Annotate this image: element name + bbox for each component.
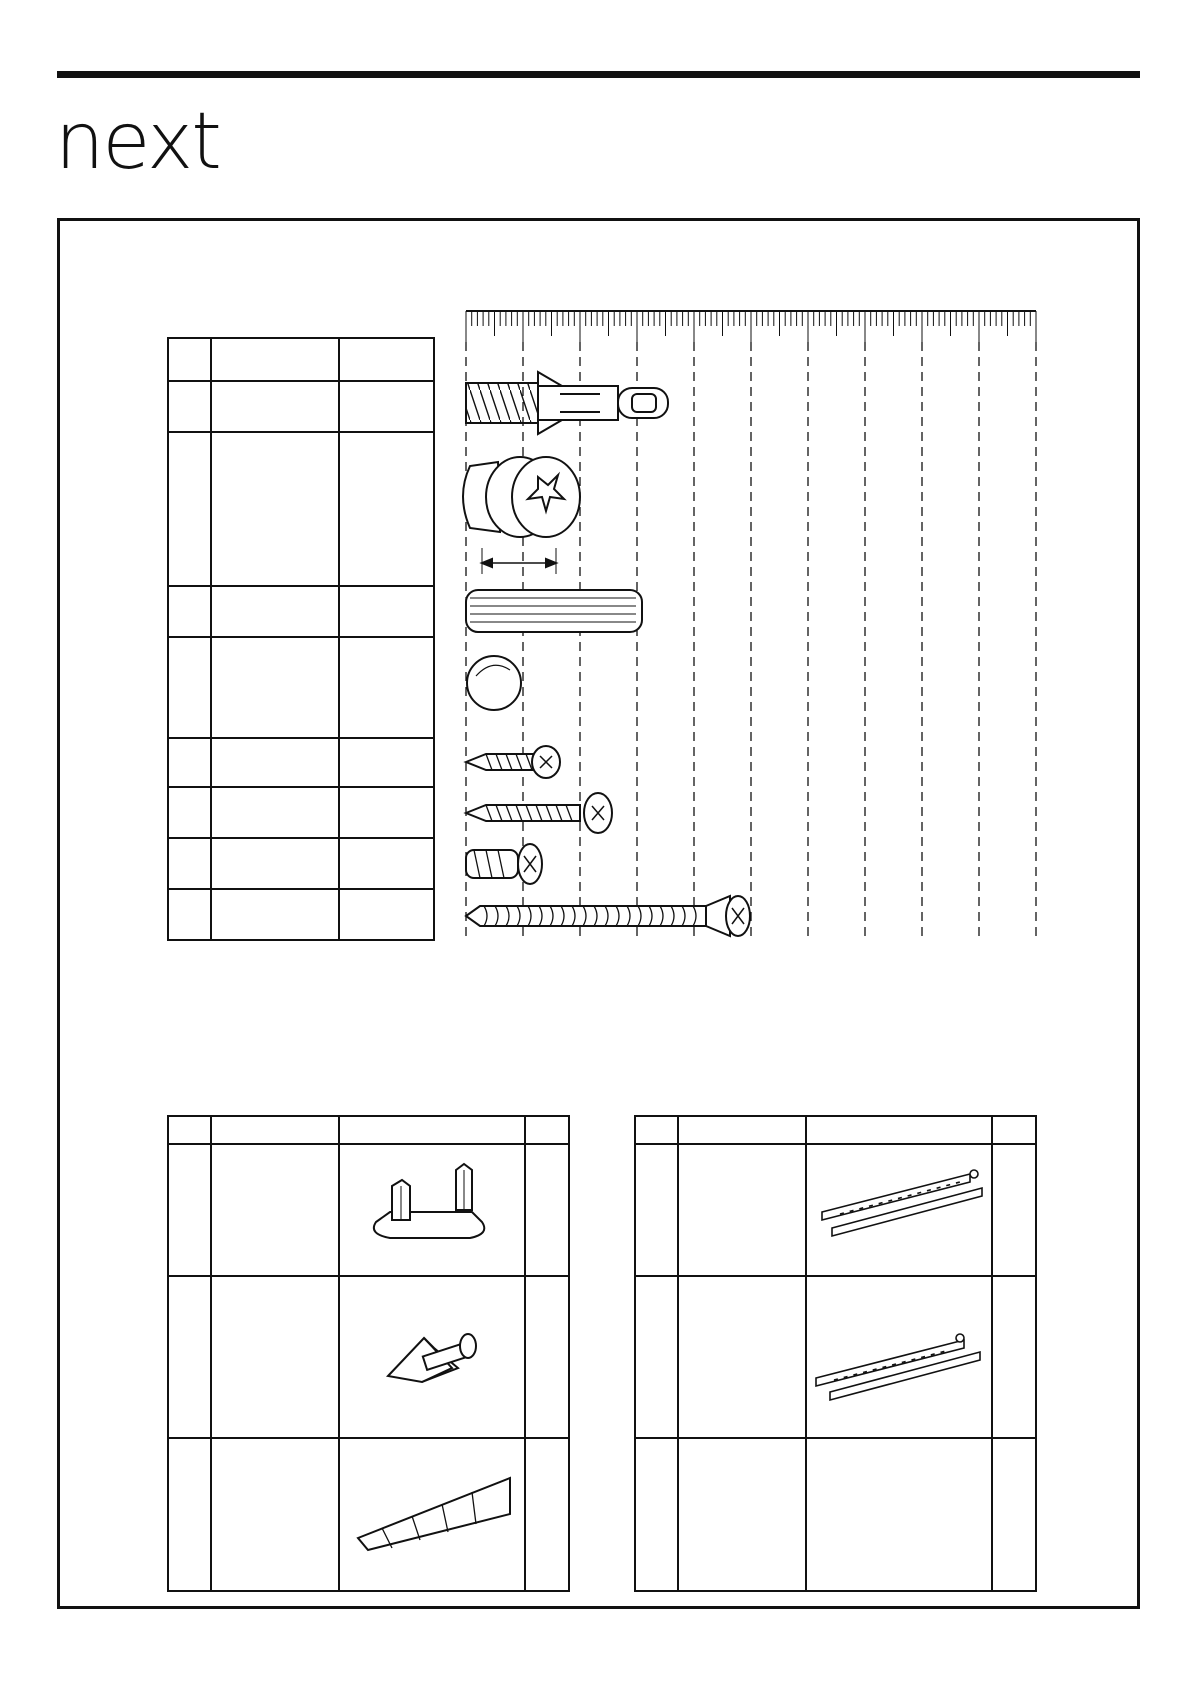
components-table-left [168, 1116, 569, 1591]
levelling-wedge-icon [358, 1478, 510, 1550]
short-screw-icon [466, 746, 560, 778]
ruler-guide-lines [466, 342, 1036, 938]
wood-dowel-icon [466, 590, 642, 632]
long-screw-icon [466, 793, 612, 833]
confirmat-screw-icon [466, 896, 750, 936]
wedge-bracket-icon [388, 1334, 476, 1382]
cam-bolt-icon [466, 372, 668, 434]
cam-lock-icon [463, 457, 580, 574]
euro-screw-icon [466, 844, 542, 884]
drawer-runner-icon [822, 1170, 982, 1236]
cover-cap-icon [467, 656, 521, 710]
shelf-support-icon [374, 1164, 484, 1238]
ruler-ticks [466, 311, 1036, 342]
drawer-runner-icon [816, 1334, 980, 1400]
brand-logo: next [55, 97, 220, 187]
fittings-table [168, 338, 434, 940]
